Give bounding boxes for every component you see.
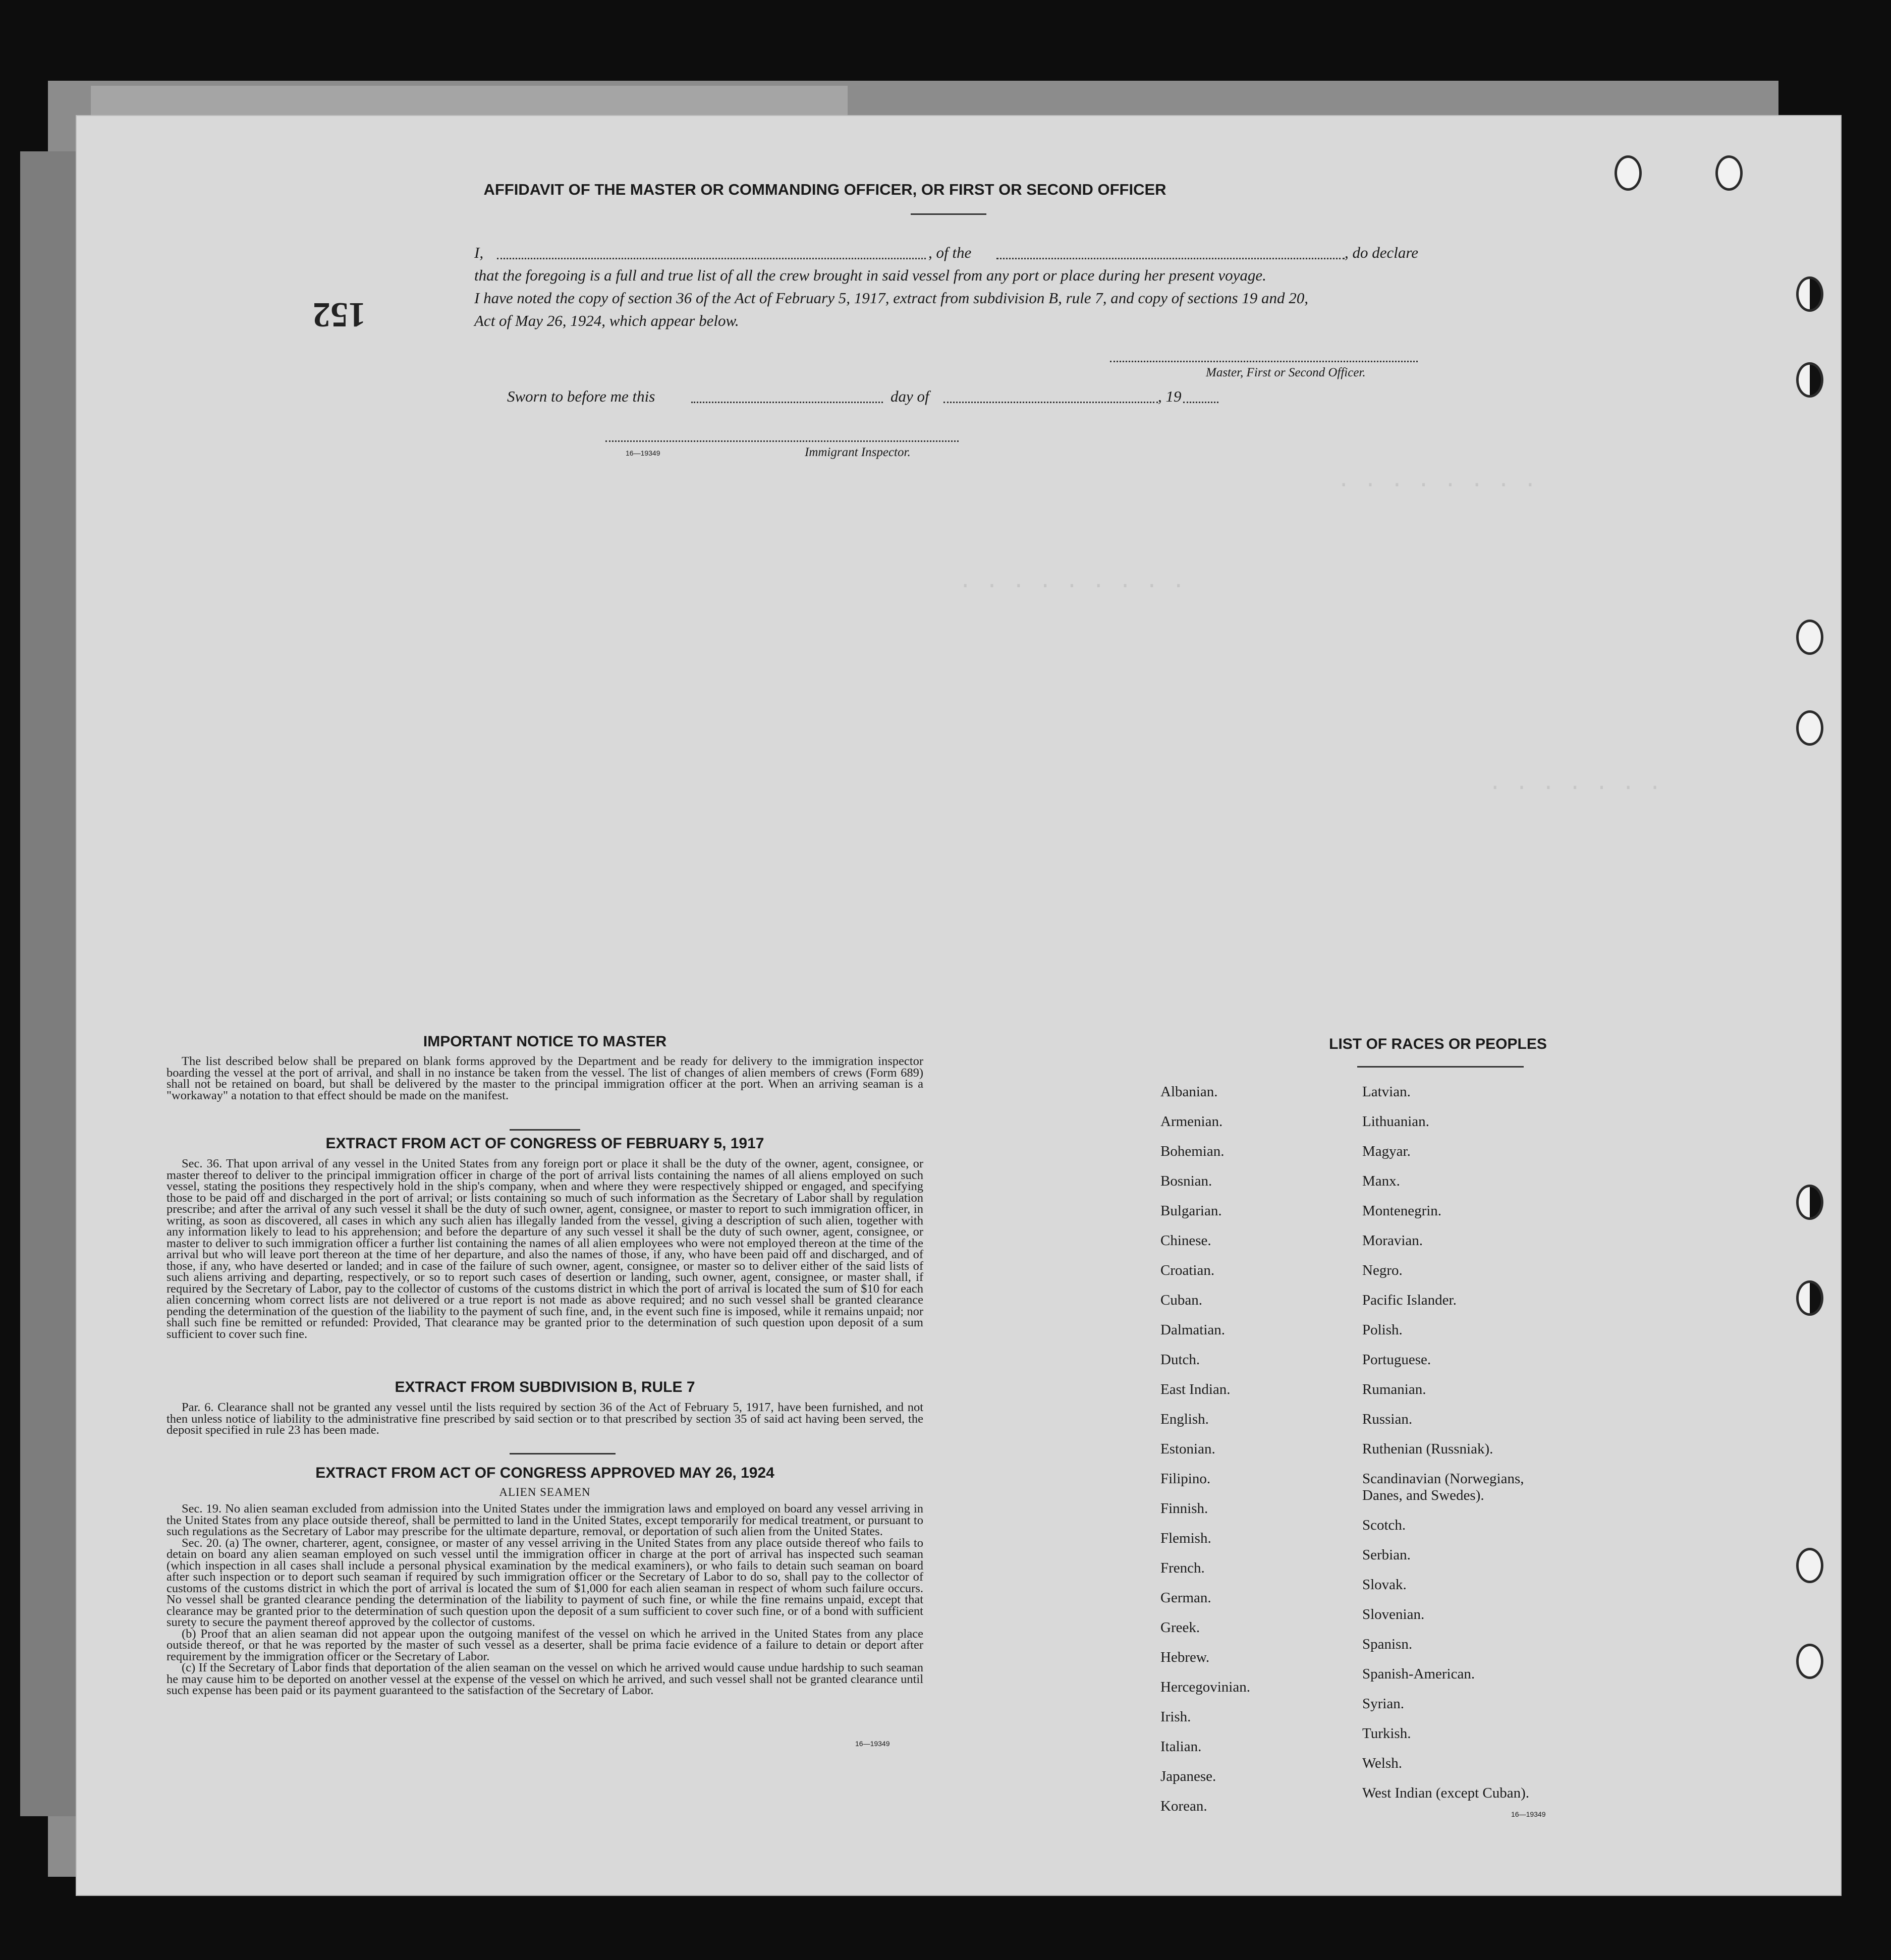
extract3-title: EXTRACT FROM ACT OF CONGRESS APPROVED MAY 26, 1924 (315, 1465, 774, 1481)
extract2-text (166, 1402, 923, 1436)
race-item: Cuban. (1160, 1292, 1202, 1308)
race-item: Bosnian. (1160, 1173, 1212, 1189)
race-item: Greek. (1160, 1619, 1200, 1636)
affidavit-i: I, (474, 244, 484, 261)
background-sheet-edge (91, 86, 848, 116)
race-item: Chinese. (1160, 1233, 1211, 1249)
master-signature-label: Master, First or Second Officer. (1206, 366, 1366, 379)
punch-hole (1615, 155, 1642, 191)
sworn-year-blank[interactable] (1183, 402, 1218, 403)
bleed-through: . . . . . . . . (1337, 468, 1537, 493)
divider (911, 213, 986, 215)
affidavit-line2: that the foregoing is a full and true list of all the crew brought in said vessel from any port or place during her present voyage. (474, 266, 1266, 284)
race-item: Croatian. (1160, 1262, 1215, 1278)
race-item: East Indian. (1160, 1381, 1231, 1397)
race-item: Syrian. (1362, 1696, 1404, 1712)
race-item: Korean. (1160, 1798, 1207, 1814)
punch-hole (1715, 155, 1743, 191)
race-item: Lithuanian. (1362, 1113, 1429, 1130)
bleed-through: . . . . . . . . . (959, 569, 1185, 594)
punch-hole (1796, 362, 1823, 398)
extract1-paragraph: Sec. 36. That upon arrival of any vessel in the United States from any foreign port or place it shall be the duty of the owner, agent, consignee, or master thereof to deliver to the principal immigration officer in charge of the port of arrival lists containing the names of all aliens employed on such vessel, stating the positions they respectively hold in the ship's company, when and where they were respectively shipped or engaged, and specifying those to be paid off and discharged in the port of arrival; or lists containing so much of such information as the Secretary of Labor shall by regulation prescribe; and after the arrival of any such vessel it shall be the duty of such owner, agent, consignee, or master to report to such immigration officer, in writing, as soon as discovered, all cases in which any such alien has illegally landed from the vessel, giving a description of such alien, together with any information likely to lead to his apprehension; and before the departure of any such vessel it shall be the duty of such owner, agent, consignee, or master to deliver to such immigration officer a further list containing the names of all alien employees who were not employed thereon at the time of the arrival but who will leave port thereon at the time of her departure, and also the names of those, if any, who have been paid off and discharged, and of those, if any, who have deserted or landed; and in case of the failure of such owner, agent, consignee, or master so to deliver either of the said lists of such aliens arriving and departing, respectively, or so to report such cases of desertion or landing, such owner, agent, consignee, or master shall, if required by the Secretary of Labor, pay to the collector of customs of the customs district in which the port of arrival is located the sum of $10 for each alien concerning whom correct lists are not delivered or a true report is not made as above required; and no such vessel shall be granted clearance pending the determination of the question of the liability to the payment of such fine, and, in the event such fine is imposed, while it remains unpaid; nor shall such fine be remitted or refunded: Provided, That clearance may be granted prior to the determination of such question upon deposit of a sum sufficient to cover such fine. (166, 1157, 923, 1341)
race-item: Dutch. (1160, 1352, 1200, 1368)
divider (1357, 1066, 1524, 1068)
sworn-day-of: day of (891, 387, 929, 405)
race-item: Magyar. (1362, 1143, 1411, 1159)
form-number: 16—19349 (626, 449, 660, 457)
race-item: Slovenian. (1362, 1606, 1425, 1622)
extract3-text (166, 1503, 923, 1697)
race-item: Hebrew. (1160, 1649, 1210, 1665)
affidavit-declare: , do declare (1345, 244, 1419, 261)
race-item: Armenian. (1160, 1113, 1223, 1130)
divider (510, 1453, 616, 1454)
affidavit-of-the: , of the (928, 244, 972, 261)
form-number: 16—19349 (855, 1740, 890, 1748)
punch-hole (1796, 1185, 1823, 1220)
race-item: Rumanian. (1362, 1381, 1426, 1397)
race-item: Italian. (1160, 1739, 1202, 1755)
punch-hole (1796, 1280, 1823, 1316)
extract3-paragraph: Sec. 20. (a) The owner, charterer, agent, consignee, or master of any vessel arriving in the United States from any place outside thereof who fails to detain on board any alien seaman employed on such vessel until the immigration officer in charge at the port of arrival has inspected such seaman (which inspection in all cases shall include a personal physical examination by the medical examiners), or who fails to detain such seaman on board after such inspection or to deport such seaman if required by such immigration officer or the Secretary of Labor to do so, shall pay to the collector of customs of the customs district in which the port of arrival is located the sum of $1,000 for each alien seaman in respect of whom such failure occurs. No vessel shall be granted clearance pending the determination of the liability to payment of such fine, or while the fine remains unpaid, except that clearance may be granted prior to the determination of such question upon the deposit of a sum sufficient to cover such fine, or of a bond with sufficient surety to secure the payment thereof approved by the collector of customs. (166, 1536, 923, 1629)
race-item: Finnish. (1160, 1500, 1208, 1517)
inspector-signature-line[interactable] (605, 440, 959, 442)
sworn-month-blank[interactable] (943, 402, 1158, 403)
race-item: Japanese. (1160, 1768, 1216, 1784)
form-number: 16—19349 (1511, 1810, 1546, 1818)
race-item: French. (1160, 1560, 1205, 1576)
punch-hole (1796, 710, 1823, 746)
race-item: Russian. (1362, 1411, 1413, 1427)
bleed-through: . . . . . . . (1488, 771, 1662, 796)
race-item: West Indian (except Cuban). (1362, 1785, 1530, 1801)
extract3-paragraph: (c) If the Secretary of Labor finds that deportation of the alien seaman on the vessel on which he arrived would cause undue hardship to such seaman he may cause him to be deported on another vessel at the expense of the vessel on which he arrived, and such vessel shall not be granted clearance until such expense has been paid or its payment guaranteed to the satisfaction of the Secretary of Labor. (166, 1661, 923, 1697)
punch-hole (1796, 620, 1823, 655)
race-item: Spanisn. (1362, 1636, 1413, 1652)
sworn-day-blank[interactable] (691, 402, 883, 403)
race-item: Estonian. (1160, 1441, 1215, 1457)
race-item: English. (1160, 1411, 1209, 1427)
punch-hole (1796, 276, 1823, 312)
affidavit-line4: Act of May 26, 1924, which appear below. (474, 312, 739, 329)
affidavit-line3: I have noted the copy of section 36 of the Act of February 5, 1917, extract from subdivision B, rule 7, and copy of sections 19 and 20, (474, 289, 1309, 307)
notice-paragraph: The list described below shall be prepared on blank forms approved by the Department and be ready for delivery to the immigration inspector boarding the vessel at the port of arrival, and shall in no instance be taken from the vessel. The list of changes of alien members of crews (Form 689) shall not be retained on board, but shall be delivered by the master to the principal immigration officer at the port. When an arriving seaman is a "workaway" a notation to that effect should be made on the manifest. (166, 1054, 923, 1102)
extract1-text (166, 1158, 923, 1340)
race-item: Albanian. (1160, 1084, 1218, 1100)
race-item: Portuguese. (1362, 1352, 1431, 1368)
race-item: Spanish-American. (1362, 1666, 1475, 1682)
extract1-title: EXTRACT FROM ACT OF CONGRESS OF FEBRUARY 5, 1917 (325, 1135, 764, 1152)
affidavit-title: AFFIDAVIT OF THE MASTER OR COMMANDING OFFICER, OR FIRST OR SECOND OFFICER (483, 181, 1166, 198)
race-item: Pacific Islander. (1362, 1292, 1457, 1308)
race-item: Manx. (1362, 1173, 1400, 1189)
sworn-label: Sworn to before me this (507, 387, 655, 405)
notice-text (166, 1056, 923, 1101)
race-item: German. (1160, 1590, 1211, 1606)
vessel-blank[interactable] (996, 258, 1345, 259)
inspector-label: Immigrant Inspector. (805, 445, 911, 459)
race-item: Moravian. (1362, 1233, 1423, 1249)
extract3-paragraph: (b) Proof that an alien seaman did not appear upon the outgoing manifest of the vessel on which he arrived in the United States from any place outside thereof, or that he was reported by the master of such vessel as a deserter, shall be prima facie evidence of a failure to detain or deport after requirement by the immigration officer or the Secretary of Labor. (166, 1627, 923, 1663)
extract2-paragraph: Par. 6. Clearance shall not be granted any vessel until the lists required by section 36 of the Act of February 5, 1917, have been furnished, and not then unless notice of liability to the administrative fine prescribed by said section or to that prescribed by section 35 of said act having been served, the deposit specified in rule 23 has been made. (166, 1401, 923, 1437)
divider (510, 1129, 580, 1131)
name-blank[interactable] (497, 258, 926, 259)
notice-title: IMPORTANT NOTICE TO MASTER (423, 1033, 667, 1050)
race-item: Slovak. (1362, 1577, 1407, 1593)
race-item: Scandinavian (Norwegians, (1362, 1471, 1524, 1487)
extract3-paragraph: Sec. 19. No alien seaman excluded from admission into the United States under the immigration laws and employed on board any vessel arriving in the United States from any place outside thereof, shall be permitted to land in the United States, except temporarily for medical treatment, or pursuant to such regulations as the Secretary of Labor may prescribe for the ultimate departure, removal, or deportation of such alien from the United States. (166, 1502, 923, 1538)
races-title: LIST OF RACES OR PEOPLES (1329, 1036, 1547, 1052)
punch-hole (1796, 1548, 1823, 1583)
race-item: Montenegrin. (1362, 1203, 1442, 1219)
race-item: Dalmatian. (1160, 1322, 1226, 1338)
page-number: 152 (313, 295, 366, 334)
race-item: Negro. (1362, 1262, 1403, 1278)
race-item: Latvian. (1362, 1084, 1411, 1100)
race-item: Filipino. (1160, 1471, 1211, 1487)
punch-hole (1796, 1644, 1823, 1679)
extract3-subtitle: ALIEN SEAMEN (499, 1486, 591, 1498)
document-page (76, 115, 1842, 1896)
race-item: Serbian. (1362, 1547, 1411, 1563)
race-item: Ruthenian (Russniak). (1362, 1441, 1493, 1457)
race-item: Hercegovinian. (1160, 1679, 1250, 1695)
race-item: Danes, and Swedes). (1362, 1487, 1484, 1503)
extract2-title: EXTRACT FROM SUBDIVISION B, RULE 7 (395, 1379, 695, 1395)
race-item: Flemish. (1160, 1530, 1211, 1546)
race-item: Bohemian. (1160, 1143, 1225, 1159)
race-item: Welsh. (1362, 1755, 1403, 1771)
race-item: Irish. (1160, 1709, 1191, 1725)
race-item: Polish. (1362, 1322, 1403, 1338)
master-signature-line[interactable] (1110, 361, 1418, 362)
race-item: Bulgarian. (1160, 1203, 1222, 1219)
sworn-year: , 19 (1158, 387, 1182, 405)
race-item: Turkish. (1362, 1725, 1411, 1742)
race-item: Scotch. (1362, 1517, 1406, 1533)
